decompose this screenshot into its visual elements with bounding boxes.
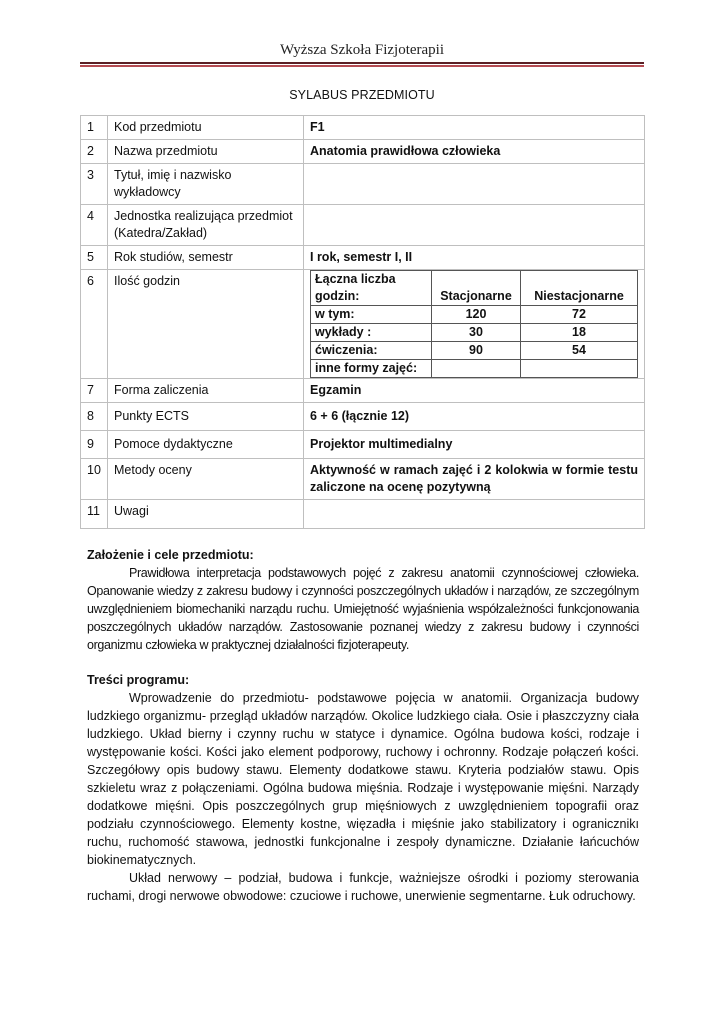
- row-label: Kod przedmiotu: [108, 116, 304, 140]
- hours-col-stacjonarne: Stacjonarne: [432, 271, 521, 306]
- table-row: [81, 403, 645, 431]
- row-number: 8: [81, 403, 108, 431]
- hours-row-label: ćwiczenia:: [311, 342, 432, 360]
- hours-stacjonarne: 90: [432, 342, 521, 360]
- hours-col-niestacjonarne: Niestacjonarne: [521, 271, 638, 306]
- row-label: Rok studiów, semestr: [108, 246, 304, 270]
- header-rule-dark: [80, 62, 644, 64]
- row-label: Nazwa przedmiotu: [108, 140, 304, 164]
- hours-row-label: inne formy zajęć:: [311, 360, 432, 378]
- hours-row-label: w tym:: [311, 306, 432, 324]
- hours-col-label: Łączna liczba godzin:: [311, 271, 432, 306]
- row-number: 6: [81, 270, 108, 379]
- hours-stacjonarne: [432, 360, 521, 378]
- row-number: 2: [81, 140, 108, 164]
- hours-row: [311, 360, 638, 378]
- table-row: [81, 379, 645, 403]
- goals-section: [87, 546, 639, 654]
- row-value: Egzamin: [304, 379, 645, 403]
- row-label: Pomoce dydaktyczne: [108, 431, 304, 459]
- table-row: [81, 431, 645, 459]
- row-value: [304, 205, 645, 246]
- hours-row: [311, 306, 638, 324]
- row-label: Tytuł, imię i nazwisko wykładowcy: [108, 164, 304, 205]
- row-label: Jednostka realizująca przedmiot (Katedra/Zakład): [108, 205, 304, 246]
- hours-stacjonarne: 120: [432, 306, 521, 324]
- hours-niestacjonarne: 54: [521, 342, 638, 360]
- row-number: 1: [81, 116, 108, 140]
- program-section: [87, 671, 639, 905]
- table-row: [81, 459, 645, 500]
- hours-row: [311, 324, 638, 342]
- document-title: SYLABUS PRZEDMIOTU: [289, 88, 435, 102]
- table-row: [81, 500, 645, 529]
- row-value: Aktywność w ramach zajęć i 2 kolokwia w formie testu zaliczone na ocenę pozytywną: [304, 459, 645, 500]
- table-row: [81, 164, 645, 205]
- program-heading: Treści programu:: [87, 673, 190, 687]
- hours-row-label: wykłady :: [311, 324, 432, 342]
- table-row: [81, 140, 645, 164]
- goals-heading: Założenie i cele przedmiotu:: [87, 548, 254, 562]
- program-paragraph: Wprowadzenie do przedmiotu- podstawowe pojęcia w anatomii. Organizacja budowy ludzkiego organizmu- przegląd układów narządów. Okolice ludzkiego ciała. Osie i płaszczyzny ciała ludzkiego. Układ bierny i czynny ruchu w statyce i dynamice. Ogólna budowa kości, rodzaje i występowanie kości. Kości jako element podporowy, ruchowy i ochronny. Rodzaje połączeń kości. Szczegółowy opis budowy stawu. Elementy dodatkowe stawu. Kryteria podziałów stawu. Opis szkieletu wraz z połączeniami. Ogólna budowa mięśnia. Rodzaje i występowanie mięśni. Narządy dodatkowe mięśni. Opis poszczególnych grup mięśniowych z uwzględnieniem topografii oraz podziału czynnościowego. Elementy kostne, więzadła i mięśnie jako stabilizatory i ogranicznikı ruchu, ruchomość stawowa, jednostki funkcjonalne i zespoły dynamiczne. Działanie łańcuchów biokinematycznych.: [87, 691, 639, 867]
- row-label: Forma zaliczenia: [108, 379, 304, 403]
- row-number: 10: [81, 459, 108, 500]
- hours-cell: [304, 270, 645, 379]
- hours-niestacjonarne: 18: [521, 324, 638, 342]
- row-number: 11: [81, 500, 108, 529]
- page-header: Wyższa Szkoła Fizjoterapii: [279, 42, 445, 58]
- table-row: [81, 116, 645, 140]
- row-label: Punkty ECTS: [108, 403, 304, 431]
- hours-stacjonarne: 30: [432, 324, 521, 342]
- row-number: 5: [81, 246, 108, 270]
- row-value: I rok, semestr I, II: [304, 246, 645, 270]
- header-rule-red: [80, 65, 644, 67]
- row-value: 6 + 6 (łącznie 12): [304, 403, 645, 431]
- row-number: 9: [81, 431, 108, 459]
- hours-table: [310, 270, 638, 378]
- row-value: F1: [304, 116, 645, 140]
- row-label: Ilość godzin: [108, 270, 304, 379]
- table-row: [81, 246, 645, 270]
- syllabus-table: [80, 115, 645, 529]
- row-number: 3: [81, 164, 108, 205]
- program-paragraph: Układ nerwowy – podział, budowa i funkcje, ważniejsze ośrodki i poziomy sterowania ruchami, drogi nerwowe obwodowe: czuciowe i ruchowe, unerwienie segmentarne. Łuk odruchowy.: [87, 871, 639, 903]
- row-number: 4: [81, 205, 108, 246]
- hours-niestacjonarne: [521, 360, 638, 378]
- hours-header-row: [311, 271, 638, 306]
- hours-niestacjonarne: 72: [521, 306, 638, 324]
- row-value: [304, 500, 645, 529]
- goals-text: Prawidłowa interpretacja podstawowych pojęć z zakresu anatomii czynnościowej człowieka. Opanowanie wiedzy z zakresu budowy i czynności poszczególnych układów i narządów, ze szczególnym uwzględnieniem biomechaniki narządu ruchu. Umiejętność wyjaśnienia współzależności funkcjonowania poszczególnych układów narządów. Zastosowanie poznanej wiedzy z zakresu budowy i czynności organizmu człowieka w praktycznej działalności fizjoterapeuty.: [87, 566, 639, 652]
- row-number: 7: [81, 379, 108, 403]
- row-value: Projektor multimedialny: [304, 431, 645, 459]
- hours-row: [311, 342, 638, 360]
- row-value: Anatomia prawidłowa człowieka: [304, 140, 645, 164]
- row-value: [304, 164, 645, 205]
- row-label: Uwagi: [108, 500, 304, 529]
- table-row: [81, 205, 645, 246]
- row-label: Metody oceny: [108, 459, 304, 500]
- table-row: [81, 270, 645, 379]
